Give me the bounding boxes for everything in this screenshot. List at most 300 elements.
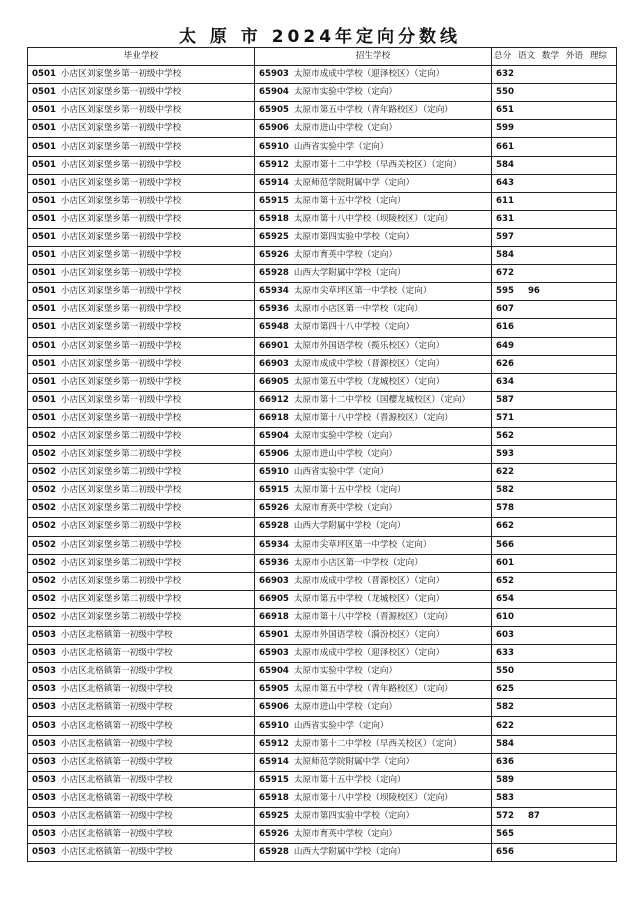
grad-school-code: 0503 [32, 648, 56, 659]
enroll-school-code: 65912 [259, 159, 289, 170]
grad-school-name: 小店区刘家堡乡第一初级中学校 [60, 69, 182, 80]
enroll-school-name: 太原市外国语学校（漪汾校区）（定向） [293, 630, 445, 641]
table-row [28, 319, 617, 337]
grad-school-name: 小店区刘家堡乡第二初级中学校 [60, 611, 182, 622]
enroll-school-cell [255, 174, 492, 192]
grad-school-name: 小店区北格镇第一初级中学校 [60, 738, 173, 749]
grad-school-code: 0502 [32, 611, 56, 622]
score-cell [492, 753, 617, 771]
enroll-school-cell [255, 627, 492, 645]
chinese-score: 87 [527, 810, 540, 821]
grad-school-code: 0501 [32, 340, 56, 351]
enroll-school-code: 65904 [259, 666, 289, 677]
enroll-school-cell [255, 265, 492, 283]
grad-school-code: 0503 [32, 630, 56, 641]
enroll-school-code: 66918 [259, 611, 289, 622]
total-score: 583 [496, 792, 514, 803]
grad-school-code: 0503 [32, 684, 56, 695]
score-cell [492, 84, 617, 102]
enroll-school-name: 太原市成成中学校（迎泽校区）（定向） [293, 648, 445, 659]
score-cell [492, 500, 617, 518]
score-cell [492, 427, 617, 445]
grad-school-name: 小店区刘家堡乡第一初级中学校 [60, 159, 182, 170]
score-cell [492, 156, 617, 174]
enroll-school-cell [255, 500, 492, 518]
grad-school-code: 0502 [32, 575, 56, 586]
total-score: 572 [496, 810, 514, 821]
enroll-school-cell [255, 210, 492, 228]
grad-school-name: 小店区刘家堡乡第一初级中学校 [60, 322, 182, 333]
grad-school-name: 小店区刘家堡乡第二初级中学校 [60, 467, 182, 478]
grad-school-code: 0501 [32, 358, 56, 369]
enroll-school-code: 65912 [259, 738, 289, 749]
grad-school-cell [28, 500, 255, 518]
score-cell [492, 228, 617, 246]
table-row [28, 301, 617, 319]
score-cell [492, 627, 617, 645]
enroll-school-code: 65914 [259, 756, 289, 767]
grad-school-code: 0502 [32, 557, 56, 568]
score-cell [492, 663, 617, 681]
total-score: 593 [496, 449, 514, 460]
grad-school-cell [28, 337, 255, 355]
table-row [28, 681, 617, 699]
enroll-school-cell [255, 681, 492, 699]
enroll-school-code: 66905 [259, 376, 289, 387]
total-score: 582 [496, 485, 514, 496]
enroll-school-cell [255, 554, 492, 572]
score-cell [492, 699, 617, 717]
grad-school-name: 小店区北格镇第一初级中学校 [60, 666, 173, 677]
enroll-school-cell [255, 735, 492, 753]
table-row [28, 500, 617, 518]
grad-school-name: 小店区刘家堡乡第二初级中学校 [60, 485, 182, 496]
total-score: 566 [496, 539, 514, 550]
table-row [28, 627, 617, 645]
score-cell [492, 844, 617, 862]
grad-school-cell [28, 844, 255, 862]
enroll-school-code: 65910 [259, 720, 289, 731]
enroll-school-code: 65934 [259, 539, 289, 550]
enroll-school-name: 太原市第十二中学校（早西关校区）（定向） [293, 738, 462, 749]
grad-school-code: 0501 [32, 213, 56, 224]
enroll-school-name: 太原市成成中学校（晋源校区）（定向） [293, 575, 445, 586]
enroll-school-name: 太原市第十五中学校（定向） [293, 774, 406, 785]
enroll-school-name: 太原师范学院附属中学（定向） [293, 177, 415, 188]
enroll-school-cell [255, 427, 492, 445]
enroll-school-name: 太原市第十二中学校（国樱龙城校区）（定向） [293, 394, 471, 405]
table-row [28, 102, 617, 120]
table-row [28, 590, 617, 608]
page-title: 太 原 市 2024年定向分数线 [178, 27, 462, 47]
enroll-school-code: 65914 [259, 177, 289, 188]
enroll-school-name: 太原市第四十八中学校（定向） [293, 322, 415, 333]
enroll-school-cell [255, 464, 492, 482]
grad-school-code: 0503 [32, 738, 56, 749]
grad-school-name: 小店区刘家堡乡第一初级中学校 [60, 177, 182, 188]
total-score: 565 [496, 829, 514, 840]
grad-school-code: 0503 [32, 774, 56, 785]
header-math: 数学 [541, 51, 560, 62]
enroll-school-cell [255, 283, 492, 301]
enroll-school-cell [255, 138, 492, 156]
grad-school-code: 0501 [32, 123, 56, 134]
grad-school-code: 0501 [32, 286, 56, 297]
header-chinese: 语文 [517, 51, 536, 62]
grad-school-cell [28, 355, 255, 373]
grad-school-cell [28, 247, 255, 265]
total-score: 562 [496, 431, 514, 442]
enroll-school-code: 65928 [259, 268, 289, 279]
grad-school-code: 0503 [32, 810, 56, 821]
table-row [28, 717, 617, 735]
score-cell [492, 554, 617, 572]
enroll-school-code: 65934 [259, 286, 289, 297]
table-row [28, 210, 617, 228]
enroll-school-name: 山西大学附属中学校（定向） [293, 847, 406, 858]
table-row [28, 228, 617, 246]
table-row [28, 355, 617, 373]
grad-school-code: 0501 [32, 412, 56, 423]
table-row [28, 283, 617, 301]
table-row [28, 753, 617, 771]
grad-school-code: 0502 [32, 485, 56, 496]
enroll-school-code: 66901 [259, 340, 289, 351]
grad-school-code: 0501 [32, 87, 56, 98]
enroll-school-code: 66912 [259, 394, 289, 405]
score-cell [492, 826, 617, 844]
score-cell [492, 337, 617, 355]
table-row [28, 789, 617, 807]
enroll-school-cell [255, 807, 492, 825]
grad-school-code: 0502 [32, 449, 56, 460]
table-row [28, 464, 617, 482]
score-cell [492, 572, 617, 590]
total-score: 587 [496, 394, 514, 405]
grad-school-code: 0503 [32, 720, 56, 731]
enroll-school-name: 山西省实验中学（定向） [293, 141, 389, 152]
enroll-school-name: 太原市小店区第一中学校（定向） [293, 557, 423, 568]
grad-school-code: 0503 [32, 756, 56, 767]
grad-school-cell [28, 627, 255, 645]
enroll-school-code: 65906 [259, 449, 289, 460]
table-row [28, 337, 617, 355]
header-foreign-language: 外语 [565, 51, 584, 62]
grad-school-cell [28, 174, 255, 192]
score-cell [492, 590, 617, 608]
table-row [28, 608, 617, 626]
grad-school-name: 小店区刘家堡乡第一初级中学校 [60, 195, 182, 206]
grad-school-code: 0501 [32, 231, 56, 242]
enroll-school-name: 太原市第十八中学校（晋源校区）（定向） [293, 611, 453, 622]
grad-school-cell [28, 427, 255, 445]
enroll-school-name: 太原市进山中学校（定向） [293, 123, 398, 134]
enroll-school-code: 65928 [259, 847, 289, 858]
grad-school-code: 0503 [32, 829, 56, 840]
grad-school-cell [28, 84, 255, 102]
total-score: 654 [496, 593, 514, 604]
score-cell [492, 717, 617, 735]
grad-school-cell [28, 210, 255, 228]
enroll-school-code: 65910 [259, 467, 289, 478]
grad-school-name: 小店区刘家堡乡第一初级中学校 [60, 394, 182, 405]
grad-school-code: 0501 [32, 141, 56, 152]
enroll-school-code: 65925 [259, 810, 289, 821]
enroll-school-name: 太原师范学院附属中学（定向） [293, 756, 415, 767]
score-cell [492, 138, 617, 156]
table-row [28, 844, 617, 862]
enroll-school-cell [255, 518, 492, 536]
enroll-school-cell [255, 355, 492, 373]
enroll-school-cell [255, 102, 492, 120]
enroll-school-cell [255, 663, 492, 681]
enroll-school-cell [255, 572, 492, 590]
enroll-school-cell [255, 409, 492, 427]
total-score: 616 [496, 322, 514, 333]
enroll-school-cell [255, 771, 492, 789]
table-row [28, 138, 617, 156]
grad-school-name: 小店区刘家堡乡第一初级中学校 [60, 141, 182, 152]
grad-school-cell [28, 120, 255, 138]
enroll-school-cell [255, 536, 492, 554]
grad-school-name: 小店区刘家堡乡第一初级中学校 [60, 213, 182, 224]
total-score: 582 [496, 702, 514, 713]
score-cell [492, 482, 617, 500]
enroll-school-cell [255, 608, 492, 626]
grad-school-cell [28, 156, 255, 174]
grad-school-name: 小店区刘家堡乡第二初级中学校 [60, 503, 182, 514]
grad-school-name: 小店区刘家堡乡第二初级中学校 [60, 449, 182, 460]
score-cell [492, 464, 617, 482]
grad-school-cell [28, 192, 255, 210]
enroll-school-cell [255, 120, 492, 138]
enroll-school-cell [255, 753, 492, 771]
enroll-school-name: 太原市小店区第一中学校（定向） [293, 304, 423, 315]
grad-school-name: 小店区刘家堡乡第二初级中学校 [60, 431, 182, 442]
score-cell [492, 807, 617, 825]
total-score: 625 [496, 684, 514, 695]
grad-school-cell [28, 789, 255, 807]
score-cell [492, 192, 617, 210]
total-score: 672 [496, 268, 514, 279]
grad-school-name: 小店区刘家堡乡第二初级中学校 [60, 557, 182, 568]
table-row [28, 265, 617, 283]
enroll-school-name: 太原市第十八中学校（坝陵校区）（定向） [293, 792, 453, 803]
grad-school-cell [28, 102, 255, 120]
enroll-school-code: 65904 [259, 431, 289, 442]
header-score-columns [492, 48, 617, 66]
grad-school-cell [28, 608, 255, 626]
enroll-school-cell [255, 844, 492, 862]
total-score: 636 [496, 756, 514, 767]
enroll-school-code: 65905 [259, 684, 289, 695]
grad-school-cell [28, 482, 255, 500]
grad-school-name: 小店区刘家堡乡第一初级中学校 [60, 123, 182, 134]
score-cell [492, 536, 617, 554]
score-cell [492, 265, 617, 283]
score-cell [492, 174, 617, 192]
total-score: 651 [496, 105, 514, 116]
grad-school-name: 小店区刘家堡乡第一初级中学校 [60, 105, 182, 116]
score-cell [492, 771, 617, 789]
grad-school-name: 小店区北格镇第一初级中学校 [60, 702, 173, 713]
table-row [28, 373, 617, 391]
table-row [28, 192, 617, 210]
enroll-school-cell [255, 391, 492, 409]
score-cell [492, 319, 617, 337]
enroll-school-name: 太原市实验中学校（定向） [293, 87, 398, 98]
score-cell [492, 66, 617, 84]
enroll-school-name: 太原市第五中学校（龙城校区）（定向） [293, 376, 445, 387]
total-score: 607 [496, 304, 514, 315]
table-row [28, 247, 617, 265]
grad-school-code: 0503 [32, 702, 56, 713]
total-score: 584 [496, 250, 514, 261]
total-score: 631 [496, 213, 514, 224]
enroll-school-code: 66905 [259, 593, 289, 604]
enroll-school-name: 太原市成成中学校（迎泽校区）（定向） [293, 69, 445, 80]
grad-school-cell [28, 409, 255, 427]
grad-school-cell [28, 771, 255, 789]
enroll-school-name: 山西省实验中学（定向） [293, 720, 389, 731]
grad-school-code: 0502 [32, 521, 56, 532]
enroll-school-cell [255, 192, 492, 210]
score-cell [492, 735, 617, 753]
score-cell [492, 301, 617, 319]
enroll-school-cell [255, 319, 492, 337]
total-score: 662 [496, 521, 514, 532]
score-cell [492, 789, 617, 807]
grad-school-name: 小店区刘家堡乡第二初级中学校 [60, 521, 182, 532]
table-row [28, 518, 617, 536]
enroll-school-code: 65918 [259, 213, 289, 224]
total-score: 550 [496, 666, 514, 677]
total-score: 578 [496, 503, 514, 514]
total-score: 643 [496, 177, 514, 188]
enroll-school-cell [255, 373, 492, 391]
total-score: 622 [496, 720, 514, 731]
grad-school-cell [28, 391, 255, 409]
enroll-school-name: 太原市育英中学校（定向） [293, 250, 398, 261]
table-row [28, 807, 617, 825]
total-score: 634 [496, 376, 514, 387]
enroll-school-cell [255, 699, 492, 717]
grad-school-name: 小店区刘家堡乡第二初级中学校 [60, 575, 182, 586]
enroll-school-code: 65926 [259, 250, 289, 261]
total-score: 622 [496, 467, 514, 478]
enroll-school-name: 太原市实验中学校（定向） [293, 431, 398, 442]
grad-school-code: 0503 [32, 847, 56, 858]
table-row [28, 156, 617, 174]
total-score: 601 [496, 557, 514, 568]
grad-school-cell [28, 572, 255, 590]
table-row [28, 826, 617, 844]
table-row [28, 391, 617, 409]
total-score: 632 [496, 69, 514, 80]
table-row [28, 174, 617, 192]
grad-school-cell [28, 753, 255, 771]
grad-school-name: 小店区刘家堡乡第一初级中学校 [60, 412, 182, 423]
grad-school-cell [28, 826, 255, 844]
grad-school-name: 小店区刘家堡乡第一初级中学校 [60, 286, 182, 297]
grad-school-cell [28, 464, 255, 482]
grad-school-name: 小店区北格镇第一初级中学校 [60, 756, 173, 767]
enroll-school-code: 65906 [259, 702, 289, 713]
header-total: 总分 [494, 51, 512, 62]
header-grad-school: 毕业学校 [28, 48, 255, 66]
total-score: 649 [496, 340, 514, 351]
total-score: 584 [496, 159, 514, 170]
grad-school-name: 小店区北格镇第一初级中学校 [60, 774, 173, 785]
enroll-school-name: 太原市尖草坪区第一中学校（定向） [293, 286, 432, 297]
enroll-school-name: 太原市实验中学校（定向） [293, 666, 398, 677]
enroll-school-name: 太原市第十五中学校（定向） [293, 195, 406, 206]
grad-school-cell [28, 554, 255, 572]
grad-school-cell [28, 735, 255, 753]
grad-school-name: 小店区北格镇第一初级中学校 [60, 648, 173, 659]
grad-school-cell [28, 681, 255, 699]
total-score: 656 [496, 847, 514, 858]
enroll-school-name: 太原市育英中学校（定向） [293, 503, 398, 514]
grad-school-name: 小店区北格镇第一初级中学校 [60, 630, 173, 641]
enroll-school-cell [255, 301, 492, 319]
table-row [28, 645, 617, 663]
total-score: 589 [496, 774, 514, 785]
grad-school-cell [28, 518, 255, 536]
table-row [28, 120, 617, 138]
grad-school-cell [28, 301, 255, 319]
table-row [28, 771, 617, 789]
table-row [28, 84, 617, 102]
enroll-school-code: 65918 [259, 792, 289, 803]
enroll-school-cell [255, 826, 492, 844]
enroll-school-code: 65903 [259, 69, 289, 80]
enroll-school-cell [255, 247, 492, 265]
enroll-school-code: 65926 [259, 829, 289, 840]
enroll-school-name: 太原市尖草坪区第一中学校（定向） [293, 539, 432, 550]
total-score: 626 [496, 358, 514, 369]
grad-school-code: 0502 [32, 593, 56, 604]
grad-school-name: 小店区刘家堡乡第二初级中学校 [60, 593, 182, 604]
enroll-school-code: 66903 [259, 575, 289, 586]
table-row [28, 427, 617, 445]
score-cell [492, 409, 617, 427]
enroll-school-code: 65926 [259, 503, 289, 514]
total-score: 584 [496, 738, 514, 749]
grad-school-code: 0502 [32, 539, 56, 550]
score-cell [492, 283, 617, 301]
table-row [28, 699, 617, 717]
enroll-school-name: 太原市第四实验中学校（定向） [293, 231, 415, 242]
enroll-school-cell [255, 645, 492, 663]
grad-school-code: 0501 [32, 250, 56, 261]
header-enroll-school: 招生学校 [255, 48, 492, 66]
table-row [28, 409, 617, 427]
grad-school-name: 小店区刘家堡乡第一初级中学校 [60, 304, 182, 315]
enroll-school-code: 65928 [259, 521, 289, 532]
grad-school-name: 小店区刘家堡乡第一初级中学校 [60, 376, 182, 387]
table-body [28, 66, 617, 862]
grad-school-name: 小店区刘家堡乡第一初级中学校 [60, 268, 182, 279]
score-cell [492, 645, 617, 663]
total-score: 595 [496, 286, 514, 297]
grad-school-cell [28, 663, 255, 681]
enroll-school-cell [255, 66, 492, 84]
enroll-school-cell [255, 717, 492, 735]
grad-school-code: 0501 [32, 159, 56, 170]
grad-school-code: 0502 [32, 503, 56, 514]
grad-school-name: 小店区北格镇第一初级中学校 [60, 792, 173, 803]
